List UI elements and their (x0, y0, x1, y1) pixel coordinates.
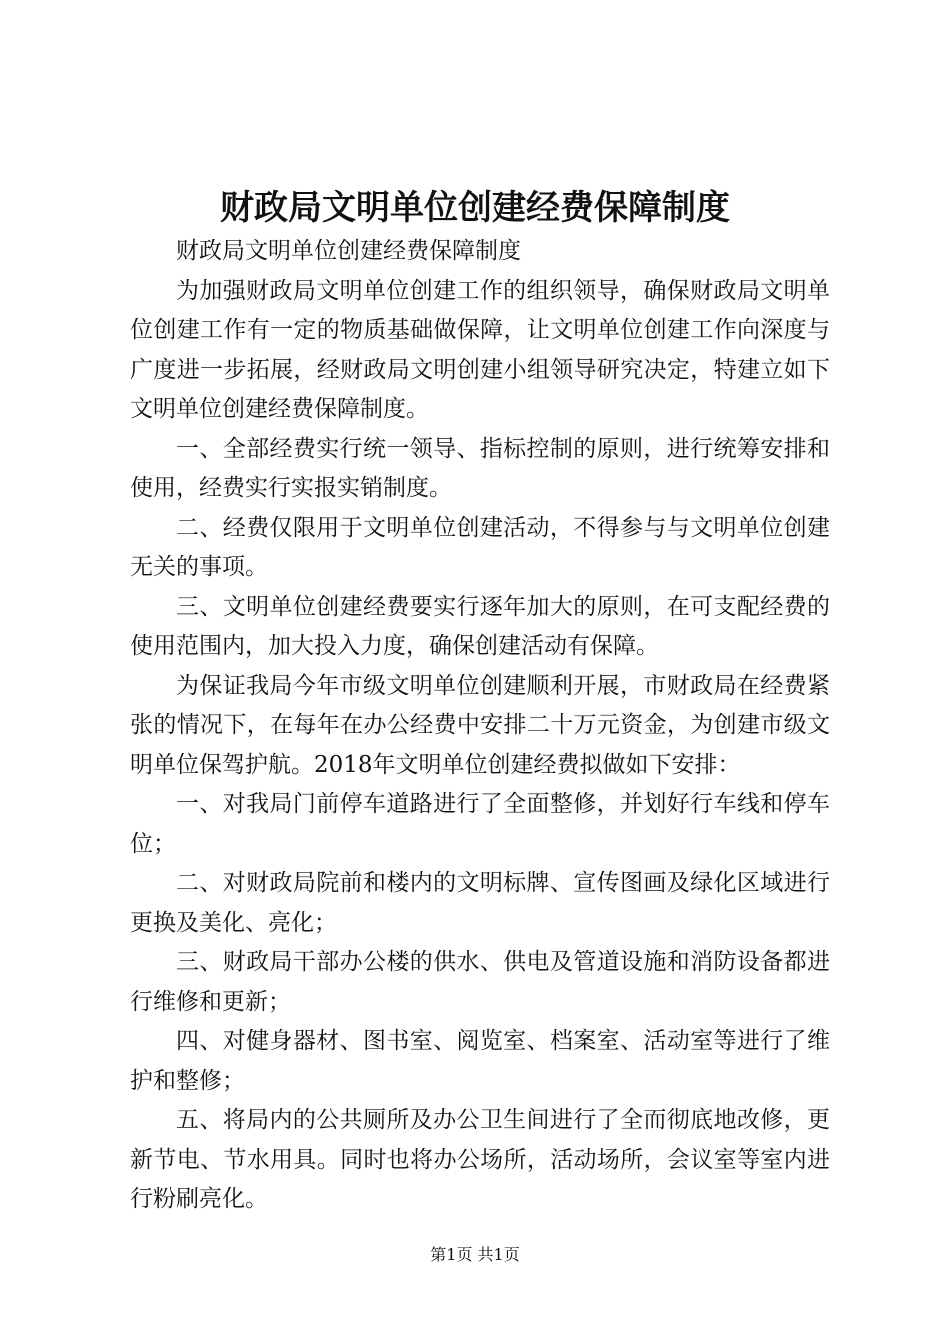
arrangement-intro-paragraph: 为保证我局今年市级文明单位创建顺利开展，市财政局在经费紧张的情况下，在每年在办公经费中安排二十万元资金，为创建市级文明单位保驾护航。2018年文明单位创建经费拟做如下安排： (130, 672, 830, 778)
page-footer: 第1页 共1页 (430, 1245, 520, 1264)
document-title: 财政局文明单位创建经费保障制度 (220, 188, 730, 228)
arrangement-paragraph-5: 五、将局内的公共厕所及办公卫生间进行了全而彻底地改修，更新节电、节水用具。同时也将办公场所，活动场所，会议室等室内进行粉刷亮化。 (130, 1107, 830, 1212)
rule-paragraph-2: 二、经费仅限用于文明单位创建活动，不得参与与文明单位创建无关的事项。 (130, 514, 830, 580)
rule-paragraph-1: 一、全部经费实行统一领导、指标控制的原则，进行统筹安排和使用，经费实行实报实销制度。 (130, 435, 830, 501)
arrangement-paragraph-4: 四、对健身器材、图书室、阅览室、档案室、活动室等进行了维护和整修； (130, 1028, 830, 1094)
document-body (130, 232, 830, 1220)
arrangement-paragraph-1: 一、对我局门前停车道路进行了全面整修，并划好行车线和停车位； (130, 791, 830, 857)
intro-paragraph: 为加强财政局文明单位创建工作的组织领导，确保财政局文明单位创建工作有一定的物质基础做保障，让文明单位创建工作向深度与广度进一步拓展，经财政局文明创建小组领导研究决定，特建立如下文明单位创建经费保障制度。 (130, 277, 830, 422)
rule-paragraph-3: 三、文明单位创建经费要实行逐年加大的原则，在可支配经费的使用范围内，加大投入力度，确保创建活动有保障。 (130, 593, 830, 659)
arrangement-paragraph-3: 三、财政局干部办公楼的供水、供电及管道设施和消防设备都进行维修和更新； (130, 949, 830, 1015)
subtitle-paragraph: 财政局文明单位创建经费保障制度 (176, 238, 521, 264)
arrangement-paragraph-2: 二、对财政局院前和楼内的文明标牌、宣传图画及绿化区域进行更换及美化、亮化； (130, 870, 830, 936)
